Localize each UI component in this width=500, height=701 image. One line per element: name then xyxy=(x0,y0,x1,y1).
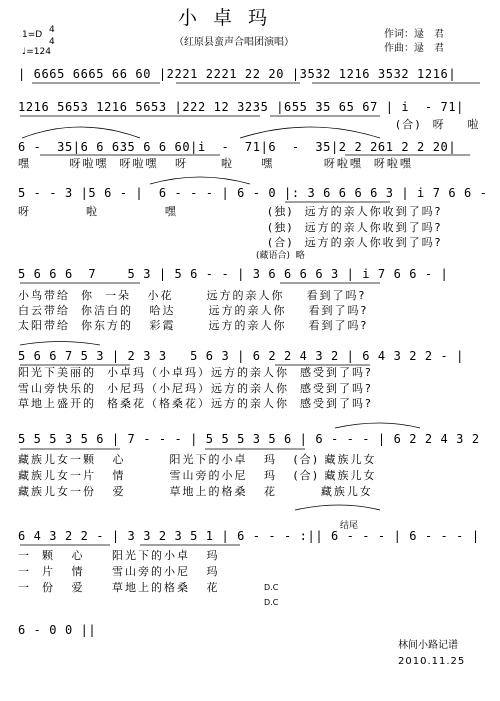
composer-credit: 作曲：逯 君 xyxy=(384,43,444,54)
lyricist-credit: 作词：逯 君 xyxy=(384,29,444,40)
verse-2-line-6: 雪山旁快乐的 小尼玛（小尼玛）远方的亲人你 感受到了吗? xyxy=(18,382,373,395)
verse-2-line-8: 一 片 情 雪山旁的小尼 玛 xyxy=(18,565,220,578)
song-title: 小卓玛 xyxy=(178,7,284,29)
verse-3-line-6: 草地上盛开的 格桑花（格桑花）远方的亲人你 感受到了吗? xyxy=(18,397,373,410)
transcriber-signature: 林间小路记谱 xyxy=(398,640,458,651)
time-signature-top: 4 xyxy=(49,25,55,35)
slur xyxy=(240,127,380,138)
key-signature: 1=D xyxy=(22,30,43,40)
lyric-line-2: (合) 呀 啦 xyxy=(396,118,481,131)
score-line-9: 6 - 0 0 || xyxy=(18,623,97,637)
tempo-marking: ♩=124 xyxy=(22,47,51,57)
score-line-7: 5 5 5 3 5 6 | 7 - - - | 5 5 5 3 5 6 | 6 - - - | 6 2 2 4 3 2 xyxy=(18,432,480,446)
score-line-1: | 6665 6665 66 60 |2221 2221 22 20 |3532 1216 3532 1216| xyxy=(18,67,457,81)
verse-3-line-8: 一 份 爱 草地上的格桑 花 xyxy=(18,581,220,594)
score-line-4: 5 - - 3 |5 6 - | 6 - - - | 6 - 0 |: 3 6 6 6 6 3 | i 7 6 6 - xyxy=(18,186,488,200)
slur xyxy=(295,505,380,510)
verse-1-line-8: 一 颗 心 阳光下的小卓 玛 xyxy=(18,549,220,562)
verse-1-line-4: (独) 远方的亲人你收到了吗? xyxy=(268,205,443,218)
lyric-line-3: 嘿 呀啦嘿 呀啦嘿 呀 啦 嘿 呀啦嘿 呀啦嘿 xyxy=(18,157,413,170)
verse-2-line-5: 白云带给 你洁白的 哈达 远方的亲人你 看到了吗? xyxy=(18,304,369,317)
score-line-3: 6 - 35|6 6 635 6 6 60|i - 71|6 - 35|2 2 261 2 2 20| xyxy=(18,140,457,154)
slur xyxy=(150,177,250,184)
dc-marking-2: D.C xyxy=(264,598,279,607)
verse-1-line-7: 藏族儿女一颗 心 阳光下的小卓 玛 (合) 藏族儿女 xyxy=(18,453,377,466)
slur xyxy=(22,127,140,138)
transcription-date: 2010.11.25 xyxy=(398,656,466,667)
verse-3-line-5: 太阳带给 你东方的 彩霞 远方的亲人你 看到了吗? xyxy=(18,319,369,332)
lyric-line-4a: 呀 啦 嘿 xyxy=(18,205,178,218)
score-line-6: 5 6 6 7 5 3 | 2 3 3 5 6 3 | 6 2 2 4 3 2 | 6 4 3 2 2 - | xyxy=(18,349,465,363)
verse-3-line-7: 藏族儿女一份 爱 草地上的格桑 花 藏族儿女 xyxy=(18,485,373,498)
verse-1-line-5: 小鸟带给 你 一朵 小花 远方的亲人你 看到了吗? xyxy=(18,289,367,302)
dc-marking-1: D.C xyxy=(264,583,279,592)
verse-1-line-6: 阳光下美丽的 小卓玛（小卓玛）远方的亲人你 感受到了吗? xyxy=(18,366,373,379)
fine-marking: 结尾 xyxy=(340,521,359,531)
verse-3-line-4: (合) 远方的亲人你收到了吗? xyxy=(268,236,443,249)
song-subtitle: （红原县蛮声合唱团演唱） xyxy=(174,37,294,48)
score-line-2: 1216 5653 1216 5653 |222 12 3235 |655 35 65 67 | i - 71| xyxy=(18,100,465,114)
verse-2-line-7: 藏族儿女一片 情 雪山旁的小尼 玛 (合) 藏族儿女 xyxy=(18,469,377,482)
verse-4-line-4: (藏语合) 略 xyxy=(256,251,305,261)
score-line-8: 6 4 3 2 2 - | 3 3 2 3 5 1 | 6 - - - :|| 6 - - - | 6 - - - | xyxy=(18,529,480,543)
slur xyxy=(335,423,420,428)
verse-2-line-4: (独) 远方的亲人你收到了吗? xyxy=(268,221,443,234)
score-line-5: 5 6 6 6 7 5 3 | 5 6 - - | 3 6 6 6 6 3 | i 7 6 6 - | xyxy=(18,267,449,281)
slur xyxy=(20,342,100,346)
time-signature-bottom: 4 xyxy=(49,37,55,47)
